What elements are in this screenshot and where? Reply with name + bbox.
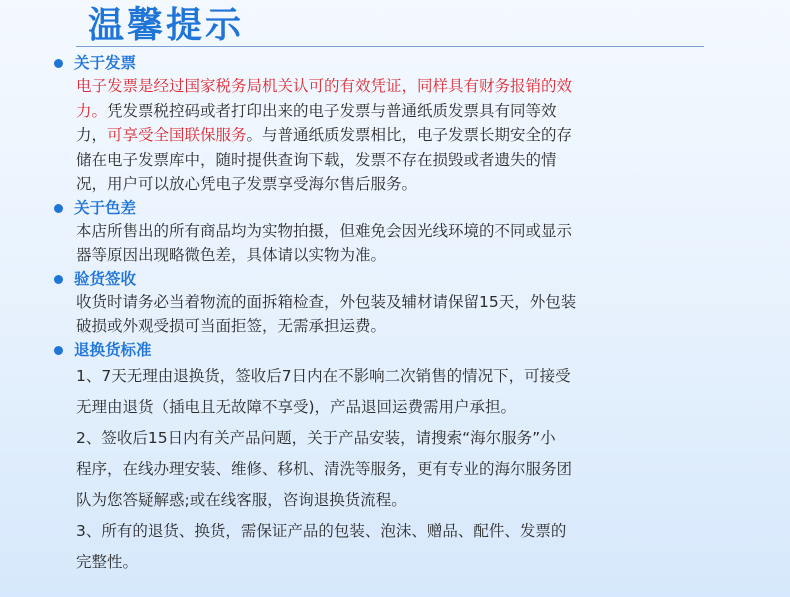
body-line xyxy=(76,99,754,124)
section-title-invoice: 关于发票 xyxy=(74,54,137,72)
body-line xyxy=(76,123,754,148)
section-returns xyxy=(54,339,754,578)
body-line: 2、签收后15日内有关产品问题，关于产品安装，请搜索“海尔服务”小 xyxy=(76,428,556,447)
body-text: 凭发票税控码或者打印出来的电子发票与普通纸质发票具有同等效 xyxy=(107,101,557,120)
body-text: 。与普通纸质发票相比，电子发票长期安全的存 xyxy=(246,126,573,144)
section-header xyxy=(54,339,754,361)
section-body-invoice xyxy=(54,74,754,197)
notice-content xyxy=(54,52,754,578)
body-line: 无理由退货（插电且无故障不享受)，产品退回运费需用户承担。 xyxy=(76,397,517,416)
section-invoice xyxy=(54,52,754,197)
body-line: 破损或外观受损可当面拒签，无需承担运费。 xyxy=(76,317,387,335)
page-title: 温馨提示 xyxy=(88,5,245,46)
section-body-returns xyxy=(54,361,754,578)
section-header xyxy=(54,268,754,290)
body-line: 完整性。 xyxy=(76,552,139,571)
bullet-icon xyxy=(54,275,63,284)
bullet-icon xyxy=(54,346,63,355)
body-line: 本店所售出的所有商品均为实物拍摄，但难免会因光线环境的不同或显示 xyxy=(76,221,573,240)
body-line: 收货时请务必当着物流的面拆箱检查，外包装及辅材请保留15天，外包装 xyxy=(76,292,577,311)
section-title-color: 关于色差 xyxy=(74,198,137,217)
section-title-returns: 退换货标准 xyxy=(74,340,152,359)
body-line: 队为您答疑解惑;或在线客服，咨询退换货流程。 xyxy=(76,490,407,509)
body-line: 1、7天无理由退换货，签收后7日内在不影响二次销售的情况下，可接受 xyxy=(76,366,571,385)
title-divider xyxy=(76,46,704,47)
section-color xyxy=(54,197,754,268)
section-receipt xyxy=(54,268,754,339)
body-line: 器等原因出现略微色差，具体请以实物为准。 xyxy=(76,246,387,264)
section-title-receipt: 验货签收 xyxy=(74,269,137,288)
section-body-receipt xyxy=(54,290,754,339)
highlight-text: 可享受全国联保服务 xyxy=(107,126,247,144)
highlight-text: 力。 xyxy=(76,101,108,120)
section-header xyxy=(54,197,754,219)
body-line: 电子发票是经过国家税务局机关认可的有效凭证，同样具有财务报销的效 xyxy=(76,77,573,95)
section-body-color xyxy=(54,219,754,268)
body-line: 储在电子发票库中，随时提供查询下载，发票不存在损毁或者遗失的情 xyxy=(76,150,557,169)
bullet-icon xyxy=(54,59,63,68)
body-text: 力， xyxy=(76,126,108,144)
section-header xyxy=(54,52,754,74)
bullet-icon xyxy=(54,204,63,213)
body-line: 3、所有的退货、换货，需保证产品的包装、泡沫、赠品、配件、发票的 xyxy=(76,521,567,540)
body-line: 程序，在线办理安装、维修、移机、清洗等服务，更有专业的海尔服务团 xyxy=(76,459,573,478)
body-line: 况，用户可以放心凭电子发票享受海尔售后服务。 xyxy=(76,175,418,193)
